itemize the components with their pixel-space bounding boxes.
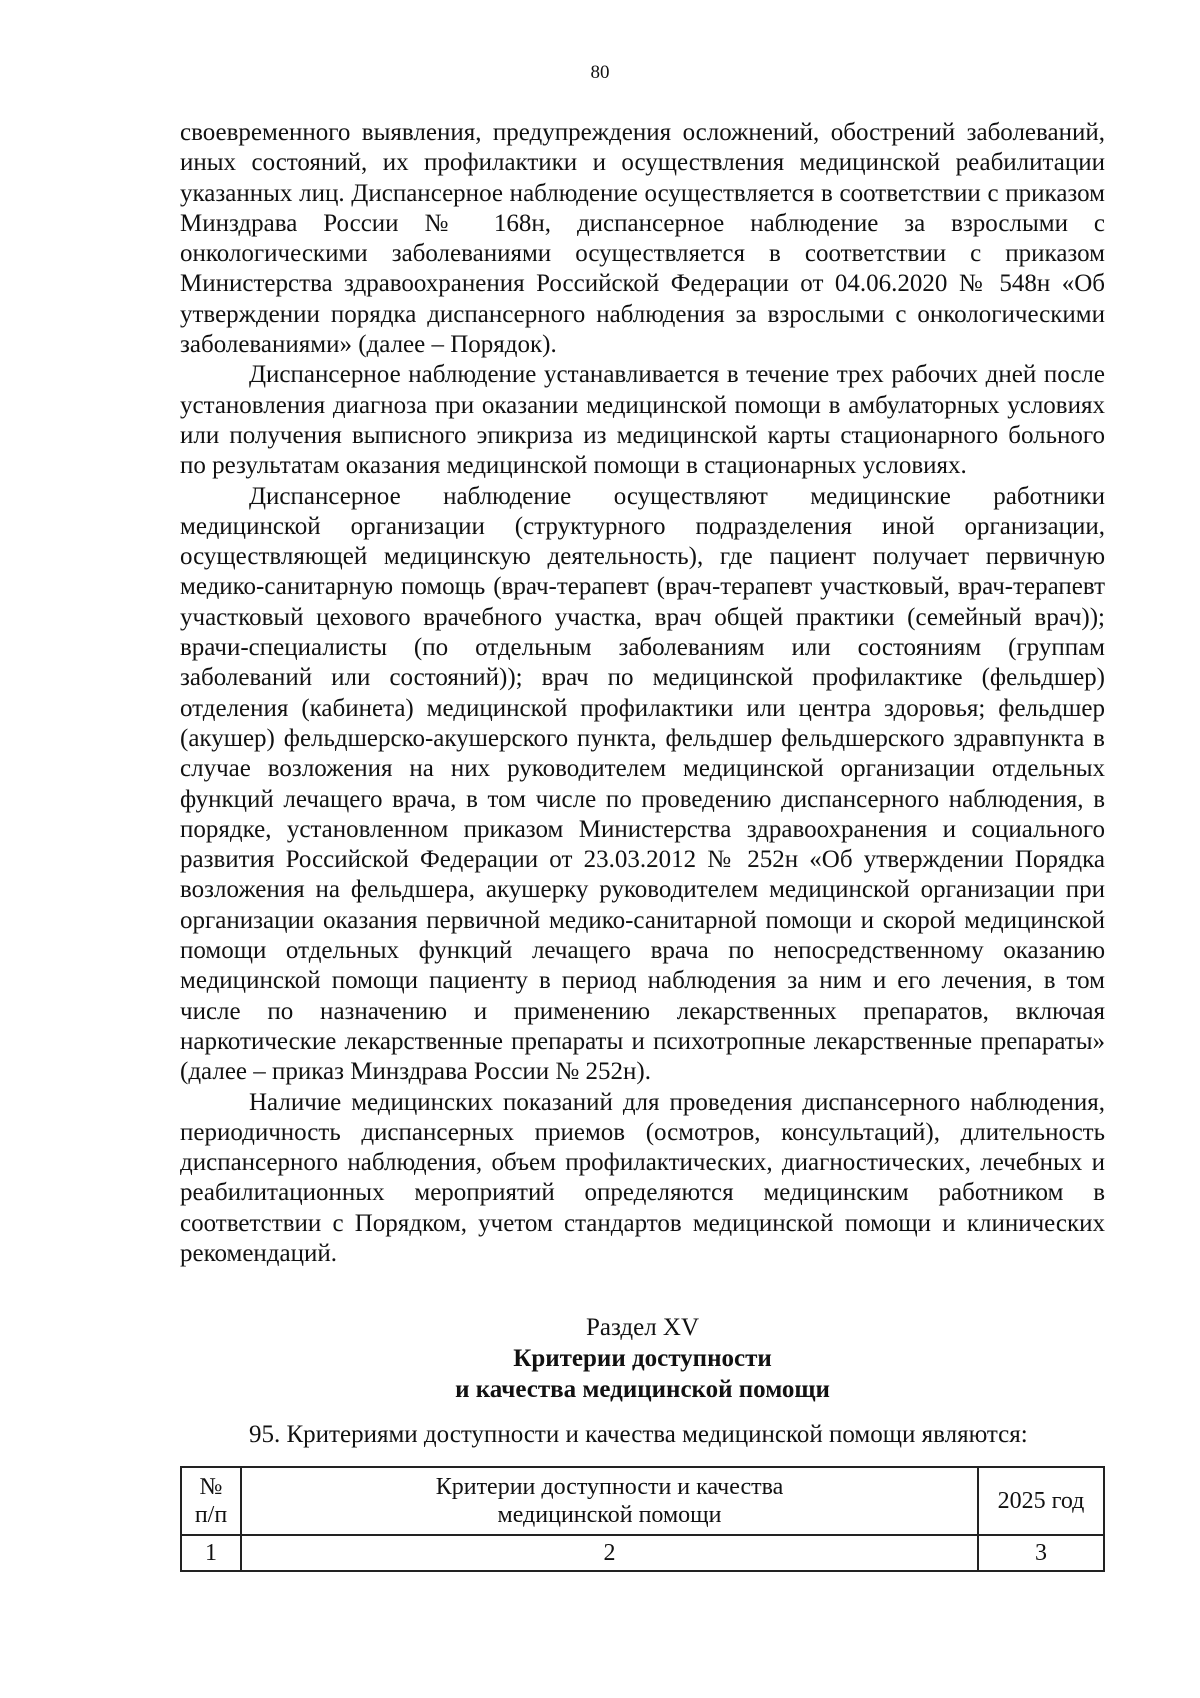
table-row bbox=[181, 1535, 1104, 1571]
header-number-line2: п/п bbox=[194, 1502, 228, 1528]
section-title-line2: и качества медицинской помощи bbox=[455, 1376, 830, 1403]
header-cell-year: 2025 год bbox=[978, 1467, 1104, 1535]
header-cell-criteria bbox=[241, 1467, 978, 1535]
section-heading bbox=[180, 1312, 1105, 1405]
section-title-line1: Критерии доступности bbox=[513, 1345, 772, 1372]
paragraph-performers: Диспансерное наблюдение осуществляют медицинские работники медицинской организации (структурного подразделения иной организации, осуществляющей медицинскую деятельность), где пациент получает первичную медико-санитарную помощь (врач-терапевт (врач-терапевт участковый, врач-терапевт участковый цехового врачебного участка, врач общей практики (семейный врач)); врачи-специалисты (по отдельным заболеваниям или состояниям (группам заболеваний или состояний)); врач по медицинской профилактике (фельдшер) отделения (кабинета) медицинской профилактики или центра здоровья; фельдшер (акушер) фельдшерско-акушерского пункта, фельдшер фельдшерского здравпункта в случае возложения на них руководителем медицинской организации отдельных функций лечащего врача, в том числе по проведению диспансерного наблюдения, в порядке, установленном приказом Министерства здравоохранения и социального развития Российской Федерации от 23.03.2012 № 252н «Об утверждении Порядка возложения на фельдшера, акушерку руководителем медицинской организации при организации оказания первичной медико-санитарной помощи и скорой медицинской помощи отдельных функций лечащего врача по непосредственному оказанию медицинской помощи пациенту в период наблюдения за ним и его лечения, в том числе по назначению и применению лекарственных препаратов, включая наркотические лекарственные препараты и психотропные лекарственные препараты» (далее – приказ Минздрава России № 252н). bbox=[180, 482, 1105, 1086]
column-number-cell: 1 bbox=[181, 1535, 241, 1571]
section-number: Раздел XV bbox=[585, 1314, 700, 1341]
table-header-row bbox=[181, 1467, 1104, 1535]
paragraph-indications: Наличие медицинских показаний для проведения диспансерного наблюдения, периодичность диспансерных приемов (осмотров, консультаций), длительность диспансерного наблюдения, объем профилактических, диагностических, лечебных и реабилитационных мероприятий определяются медицинским работником в соответствии с Порядком, учетом стандартов медицинской помощи и клинических рекомендаций. bbox=[180, 1088, 1105, 1267]
paragraph-continuation: своевременного выявления, предупреждения осложнений, обострений заболеваний, иных состояний, их профилактики и осуществления медицинской реабилитации указанных лиц. Диспансерное наблюдение осуществляется в соответствии с приказом Минздрава России № 168н, диспансерное наблюдение за взрослыми с онкологическими заболеваниями осуществляется в соответствии с приказом Министерства здравоохранения Российской Федерации от 04.06.2020 № 548н «Об утверждении порядка диспансерного наблюдения за взрослыми с онкологическими заболеваниями» (далее – Порядок). bbox=[180, 119, 1105, 359]
criteria-table bbox=[180, 1466, 1105, 1572]
header-number-line1: № bbox=[199, 1474, 223, 1500]
header-criteria-line2: медицинской помощи bbox=[497, 1502, 722, 1528]
column-number-cell: 2 bbox=[241, 1535, 978, 1571]
header-cell-number bbox=[181, 1467, 241, 1535]
paragraph-establishment: Диспансерное наблюдение устанавливается в течение трех рабочих дней после установления диагноза при оказании медицинской помощи в амбулаторных условиях или получения выписного эпикриза из медицинской карты стационарного больного по результатам оказания медицинской помощи в стационарных условиях. bbox=[180, 361, 1105, 480]
body-text bbox=[180, 118, 1105, 1269]
header-criteria-line1: Критерии доступности и качества bbox=[435, 1474, 784, 1500]
column-number-cell: 3 bbox=[978, 1535, 1104, 1571]
criteria-intro: 95. Критериями доступности и качества медицинской помощи являются: bbox=[249, 1421, 1028, 1448]
page-number: 80 bbox=[590, 62, 610, 83]
